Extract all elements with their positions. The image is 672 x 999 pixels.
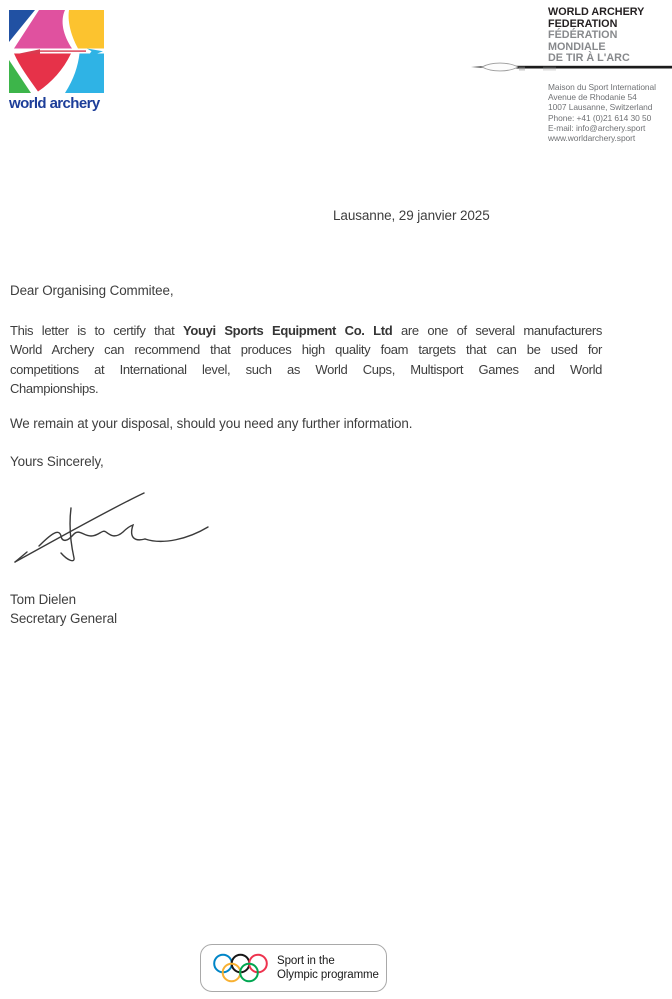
badge-text <box>277 954 379 982</box>
signer-name: Tom Dielen <box>10 592 76 607</box>
address-block <box>548 82 672 144</box>
body-line: competitions at International level, such as World Cups, Multisport Games and World <box>10 361 602 377</box>
address-line: Avenue de Rhodanie 54 <box>548 91 637 102</box>
masthead-right <box>548 7 672 144</box>
wordmark: world archery <box>9 95 100 112</box>
world-archery-logo-icon <box>8 8 105 94</box>
logo-fletching <box>17 49 40 54</box>
org-title-fr-line: DE TIR À L'ARC <box>548 52 630 64</box>
org-title-line: FEDERATION <box>548 17 618 30</box>
body-paragraph <box>10 321 602 398</box>
org-title-fr-line: MONDIALE <box>548 40 606 53</box>
website-text: www.worldarchery.sport <box>548 133 636 144</box>
signer-block <box>10 590 117 629</box>
body-text: are one of several manufacturers <box>392 323 602 338</box>
org-title-line: WORLD ARCHERY <box>548 6 645 18</box>
email-text: E-mail: info@archery.sport <box>548 122 646 133</box>
dateline: Lausanne, 29 janvier 2025 <box>333 208 490 223</box>
logo-segment-cyan <box>65 54 104 94</box>
org-title-fr-line: FÉDÉRATION <box>548 29 618 41</box>
logo-arrow-shaft <box>38 50 86 51</box>
greeting: Dear Organising Commitee, <box>10 283 174 298</box>
signature <box>3 482 213 574</box>
arrow-rule-icon <box>470 59 672 75</box>
badge-text-line: Olympic programme <box>277 969 379 981</box>
logo-segment-yellow <box>69 10 104 49</box>
disposal-line: We remain at your disposal, should you need any further information. <box>10 416 413 431</box>
olympic-rings-icon <box>212 953 269 984</box>
badge-text-line: Sport in the <box>277 955 335 967</box>
signer-title: Secretary General <box>10 611 117 627</box>
body-text: This letter is to certify that <box>10 323 184 338</box>
closing: Yours Sincerely, <box>10 454 104 469</box>
address-line: Phone: +41 (0)21 614 30 50 <box>548 112 652 123</box>
address-line: Maison du Sport International <box>548 81 656 92</box>
world-archery-logo <box>8 8 105 112</box>
body-line <box>10 321 602 340</box>
body-line: World Archery can recommend that produces high quality foam targets that can be used for <box>10 342 602 358</box>
company-name: Youyi Sports Equipment Co. Ltd <box>183 323 393 338</box>
address-line: 1007 Lausanne, Switzerland <box>548 102 653 113</box>
body-line: Championships. <box>10 380 99 396</box>
olympic-badge <box>200 944 387 992</box>
